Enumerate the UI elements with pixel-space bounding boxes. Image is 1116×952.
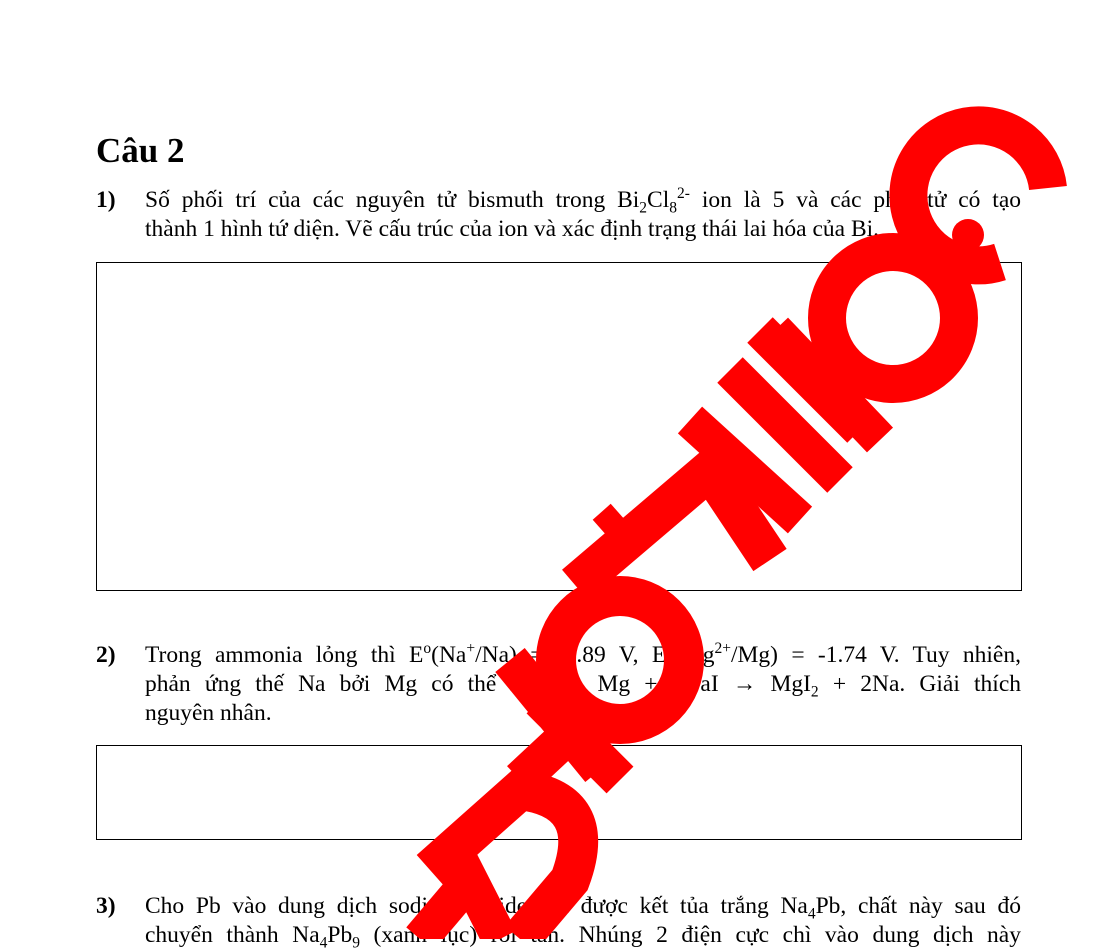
section-title: Câu 2 — [96, 131, 185, 170]
question-3 — [96, 892, 1021, 950]
question-number: 1) — [96, 187, 116, 213]
question-line: Cho Pb vào dung dịch sodium amide thu được kết tủa trắng $Na_4Pb$, chất này sau đó — [145, 893, 1021, 923]
question-line: Số phối trí của các nguyên tử bismuth trong $Bi_2Cl_8^{2-}$ ion là 5 và các phối tử có tạo — [145, 185, 1021, 217]
question-text — [145, 892, 1021, 950]
question-number: 2) — [96, 642, 116, 668]
question-1 — [96, 186, 1021, 244]
question-number: 3) — [96, 893, 116, 919]
question-line: phản ứng thế Na bởi Mg có thể xảy ra: Mg + 2NaI → MgI$_2$ + 2Na. Giải thích — [145, 671, 1021, 701]
question-line: nguyên nhân. — [145, 700, 272, 726]
answer-box-2[interactable] — [96, 745, 1022, 840]
question-2 — [96, 641, 1021, 728]
question-text — [145, 641, 1021, 728]
answer-box-1[interactable] — [96, 262, 1022, 591]
question-line: Trong ammonia lỏng thì $E^o(Na^+/Na) = -1.89$ V, $E^o(Mg^{2+}/Mg) = -1.74$ V. Tuy nhiên, — [145, 640, 1021, 668]
question-text — [145, 186, 1021, 244]
question-line: chuyển thành $Na_4Pb_9$ (xanh lục) rồi tan. Nhúng 2 điện cực chì vào dung dịch này — [145, 922, 1021, 952]
question-line: thành 1 hình tứ diện. Vẽ cấu trúc của ion và xác định trạng thái lai hóa của Bi. — [145, 216, 880, 242]
